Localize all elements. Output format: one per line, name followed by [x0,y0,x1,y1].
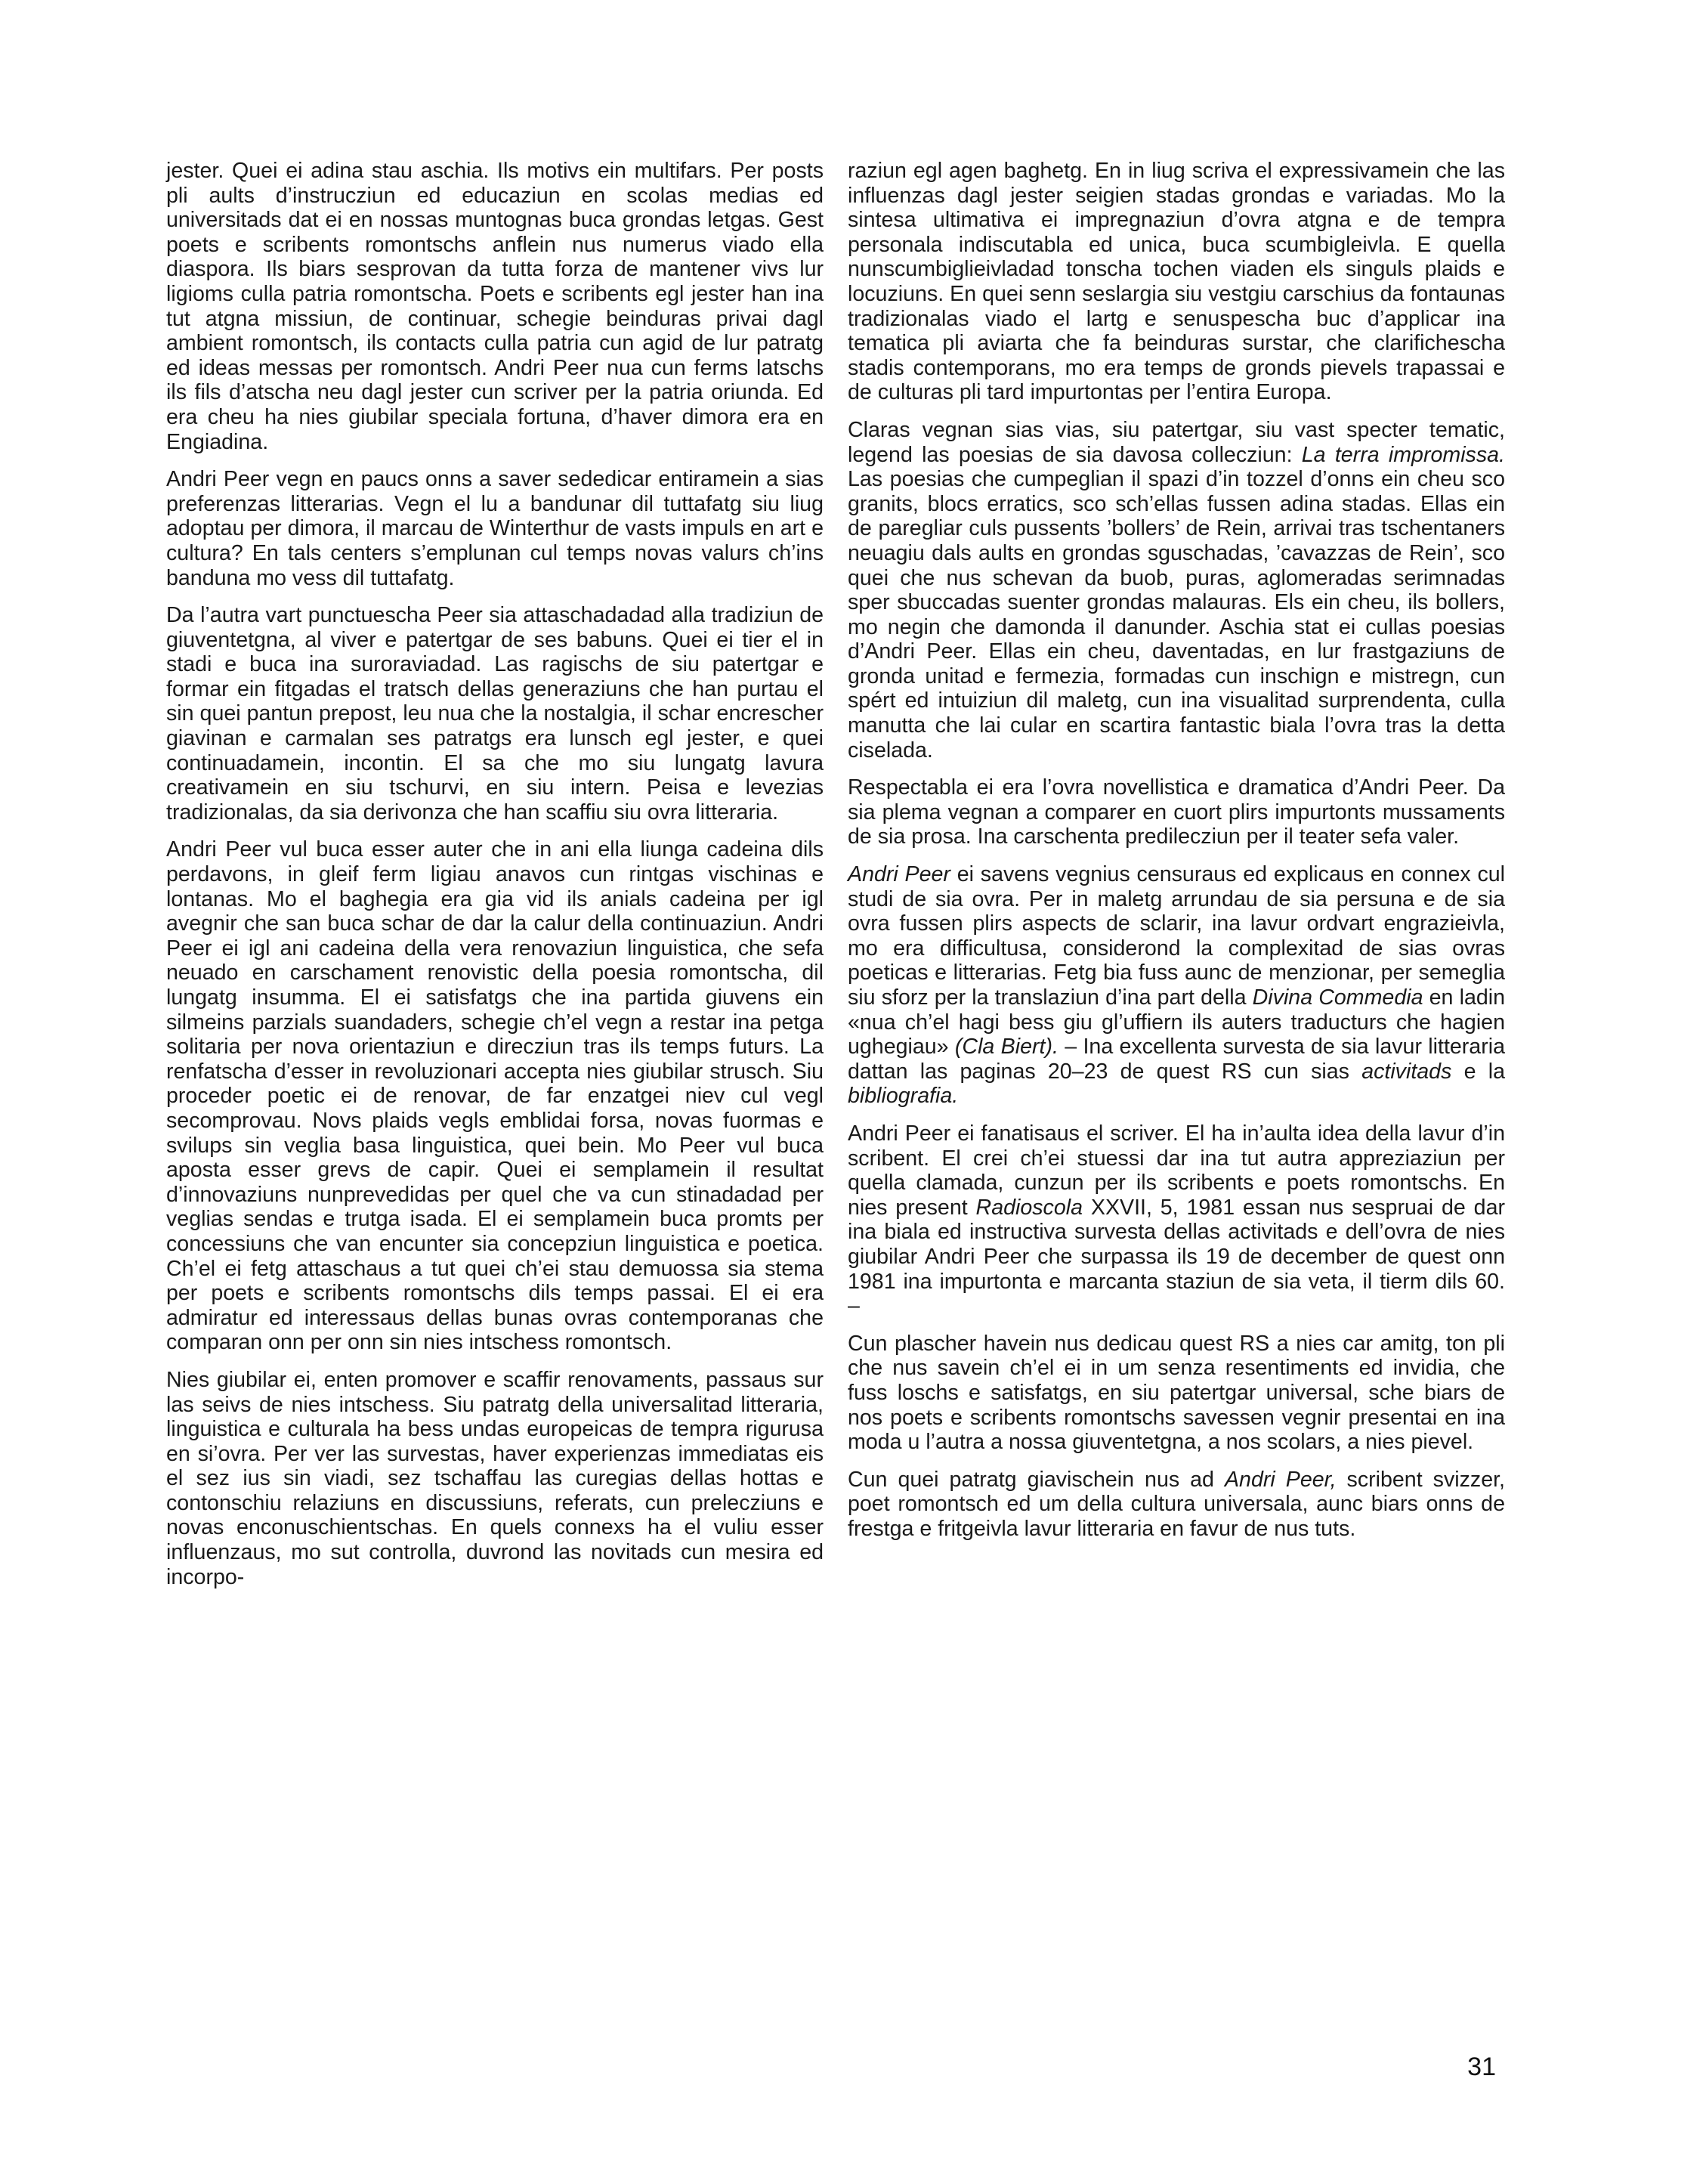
page-number: 31 [1467,2053,1496,2081]
text-run: Cun quei patratg giavischein nus ad [848,1467,1225,1492]
text-run: scribent svizzer, poet romontsch ed um della cultura universala, aunc biars onns de frestga e fritgeivla lavur litteraria en favur de nus tuts. [848,1467,1505,1541]
citation: (Cla Biert). [954,1035,1059,1060]
book-title: Divina Commedia [1252,985,1423,1010]
book-title: La terra impromissa. [1301,442,1505,467]
paragraph: Nies giubilar ei, enten promover e scaffir renovaments, passaus sur las seivs de nies intschess. Siu patratg della universalitad litteraria, linguistica e culturala ha bess undas europeicas de tempra rigurusa en si’ovra. Per ver las survestas, haver experienzas immediatas eis el sez ius sin viadi, sez tschaffau las curegias dellas hottas e contonschiu relaziuns en discussiuns, referats, cun prelecziuns e novas enconuschientschas. En quels connexs ha el vuliu esser influenzaus, mo sut controlla, duvrond las novitads cun mesira ed incorpo- [166,1367,824,1589]
text-run: Las poesias che cumpeglian il spazi d’in tozzel d’onns ein cheu sco granits, blocs erratics, sco sch’ellas fussen adina stadas. Ellas ein de paregliar culs pussents ’bollers’ de Rein, arrivai tras tschentaners neuagiu dals aults en grondas sguschadas, ’cavazzas de Rein’, sco quei che nus schevan da buob, puras, aglomeradas serimnadas sper sbuccadas suenter grondas malauras. Els ein cheu, ils bollers, mo negin che damonda il danunder. Aschia stat ei cullas poesias d’Andri Peer. Ellas ein cheu, daventadas, en lur frastgaziuns de gronda unitad e fermezia, formadas cun inschign e mistregn, cun spért ed intuiziun dil maletg, cun ina visualitad surprendenta, culla manutta che lai cular en scartira fantastic biala l’ovra tras la detta ciselada. [848,467,1505,763]
text-run: Claras vegnan sias vias, siu patertgar, siu vast specter tematic, legend las poesias de sia davosa collecziun: [848,417,1505,467]
text-run: ei savens vegnius censuraus ed explicaus en connex cul studi de sia ovra. Per in maletg arrundau de sia persuna e de sia ovra fussen plirs aspects de sclarir, ina lavur ordvart engrazieivla, mo era difficultusa, considerond la complexitad de sias ovras poeticas e litterarias. Fetg bia fuss aunc de menzionar, per semeglia siu sforz per la translaziun d’ina part della [848,862,1505,1010]
left-column [166,159,824,1589]
paragraph: Respectabla ei era l’ovra novellistica e dramatica d’Andri Peer. Da sia plema vegnan a comparer en cuort plirs impurtonts mussaments de sia prosa. Ina carschenta predilecziun per il teater sefa valer. [848,775,1505,849]
right-column [848,159,1505,1541]
italic-term: bibliografia. [848,1084,959,1109]
text-run: Andri Peer ei fanatisaus el scriver. El ha in’aulta idea della lavur d’in scribent. El crei ch’ei stuessi dar ina tut autra appreziaziun per quella clamada, cunzun per ils scribents e poets romontschs. En nies present [848,1121,1505,1220]
italic-term: activitads [1361,1059,1452,1084]
paragraph [848,862,1505,1109]
paragraph: raziun egl agen baghetg. En in liug scriva el expressivamein che las influenzas dagl jester seigien stadas grondas e variadas. Mo la sintesa ultimativa ei impregnaziun d’ovra atgna e de tempra personala indiscutabla ed unica, buca scumbigleivla. E quella nunscumbiglieivladad tonscha tochen viaden els singuls plaids e locuziuns. En quei senn seslargia siu vestgiu carschius da fontaunas tradizionalas viado el lartg e senuspescha buc d’applicar ina tematica pli aviarta che fa beinduras surstar, che clarifichescha stadis contemporans, mo era temps de gronds pievels trapassai e de culturas pli tard impurtontas per l’entira Europa. [848,159,1505,405]
text-run: en ladin «nua ch’el hagi bess giu gl’uffiern ils auters traducturs che hagien ughegiau» [848,985,1506,1060]
paragraph [848,418,1505,763]
paragraph: Andri Peer vul buca esser auter che in ani ella liunga cadeina dils perdavons, in gleif ferm ligiau anavos cun rintgas vischinas e lontanas. Mo el baghegia era gia vid ils anials cadeina per igl avegnir che san buca schar de dar la calur della continuaziun. Andri Peer ei igl ani cadeina della vera renovaziun linguistica, che sefa neuado en carschament renovistic della poesia romontscha, dil lungatg insumma. El ei satisfatgs che ina partida giuvens ein silmeins parzials suandaders, schegie ch’el vegn a restar ina petga solitaria per nova orientaziun e direcziun tras ils temps futurs. La renfatscha d’esser in revoluzionari accepta nies giubilar strusch. Siu proceder poetic ei de renovar, de far enzatgei niev cul vegl secomprovau. Novs plaids vegls emblidai forsa, novas fuormas e svilups sin veglia basa linguistica, quei bein. Mo Peer vul buca aposta esser grevs de capir. Quei ei semplamein il resultat d’innovaziuns nunprevedidas per quel che va cun stinadadad per veglias sendas e trutga isada. El ei semplamein buca promts per concessiuns che van encunter sia concepziun linguistica e poetica. Ch’el ei fetg attaschaus a tut quei ch’ei stau demuossa sia stema per poets e scribents romontschs dils temps passai. El ei era admiratur ed interessaus dellas bunas ovras contemporanas che comparan onn per onn sin nies intschess romontsch. [166,837,824,1355]
italic-name: Andri Peer, [1224,1467,1337,1492]
italic-name: Andri Peer [848,862,950,887]
paragraph [848,1468,1505,1542]
text-run: XXVII, 5, 1981 essan nus sespruai de dar ina biala ed instructiva survesta dellas activitads e dell’ovra de nies giubilar Andri Peer che surpassa ils 19 de december de quest onn 1981 ina impurtonta e marcanta staziun de sia veta, il tierm dils 60. – [848,1195,1505,1319]
text-run: – Ina excellenta survesta de sia lavur litteraria dattan las paginas 20–23 de quest RS cun sias [848,1035,1505,1084]
text-run: e la [1451,1059,1505,1084]
paragraph: jester. Quei ei adina stau aschia. Ils motivs ein multifars. Per posts pli aults d’instrucziun ed educaziun en scolas medias ed universitads dat ei en nossas muntognas buca grondas letgas. Gest poets e scribents romontschs anflein nus numerus viado ella diaspora. Ils biars sesprovan da tutta forza de mantener vivs lur ligioms culla patria romontscha. Poets e scribents egl jester han ina tut atgna missiun, de continuar, schegie beinduras privai dagl ambient romontsch, ils contacts culla patria cun agid de lur patratg ed ideas messas per romontsch. Andri Peer nua cun ferms latschs ils fils d’atscha neu dagl jester cun scriver per la patria oriunda. Ed era cheu ha nies giubilar speciala fortuna, d’haver dimora era en Engiadina. [166,159,824,454]
paragraph: Cun plascher havein nus dedicau quest RS a nies car amitg, ton pli che nus savein ch’el ei in um senza resentiments ed invidia, che fuss loschs e satisfatgs, en siu patertgar universal, sche biars de nos poets e scribents romontschs savessen vegnir presentai en ina moda u l’autra a nossa giuventetgna, a nos scolars, a nies pievel. [848,1331,1505,1455]
publication-title: Radioscola [975,1195,1083,1220]
paragraph [848,1121,1505,1319]
paragraph: Da l’autra vart punctuescha Peer sia attaschadadad alla tradiziun de giuventetgna, al viver e patertgar de ses babuns. Quei ei tier el in stadi e buca ina suroraviadad. Las ragischs de siu patertgar e formar ein fitgadas el tratsch dellas generaziuns che han purtau el sin quei pantun prepost, leu nua che la nostalgia, il schar encrescher giavinan e carmalan ses patratgs era lunsch egl jester, e quei continuadamein, incontin. El sa che mo siu lungatg lavura creativamein en siu tschurvi, en siu intern. Peisa e levezias tradizionalas, da sia derivonza che han scaffiu siu ovra litteraria. [166,603,824,824]
paragraph: Andri Peer vegn en paucs onns a saver sededicar entiramein a sias preferenzas litterarias. Vegn el lu a bandunar dil tuttafatg siu liug adoptau per dimora, il marcau de Winterthur de vasts impuls en art e cultura? En tals centers s’emplunan cul temps novas valurs ch’ins banduna mo vess dil tuttafatg. [166,467,824,590]
